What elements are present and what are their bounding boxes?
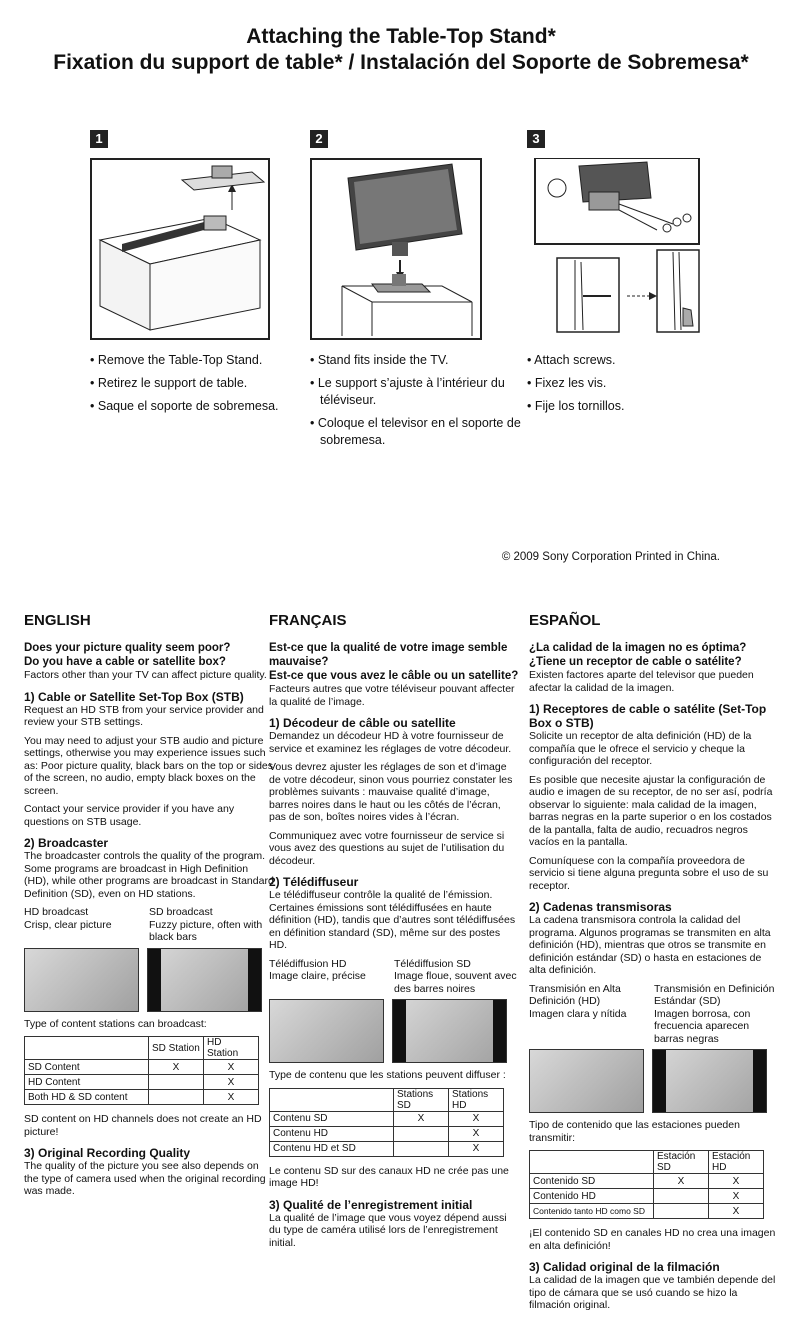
table-row: HD Content X [25, 1075, 259, 1090]
step-1-bullets [90, 352, 310, 421]
hd-label: Télédiffusion HD [269, 957, 347, 970]
column-francais [269, 612, 519, 1255]
step-number: 3 [527, 130, 545, 148]
step-3-bullets [527, 352, 747, 421]
table-row: Contenido tanto HD como SD X [530, 1204, 764, 1219]
paragraph: Le télédiffuseur contrôle la qualité de l’émission. Certaines émissions sont télédiffusées en haute définition (HD), tandis que d’autres sont télédiffusées en définition standard (SD), même sur des postes HD. [269, 889, 516, 951]
bullet: • Attach screws. [527, 352, 747, 369]
sd-sample-image [392, 999, 507, 1063]
question: ¿La calidad de la imagen no es óptima? [529, 642, 747, 654]
photo-comparison [529, 1049, 779, 1113]
question: Est-ce que vous avez le câble ou un satellite? [269, 670, 519, 682]
broadcast-comparison [24, 906, 274, 944]
step-3-illustration [527, 158, 707, 340]
section-heading: FRANÇAIS [269, 612, 347, 629]
sd-sample-image [652, 1049, 767, 1113]
step-1-illustration [90, 158, 270, 340]
paragraph: Solicite un receptor de alta definición (HD) de la compañía que le ofrece el servicio y cheque la configuración del receptor. [529, 730, 752, 767]
sd-label: SD broadcast [149, 906, 213, 918]
subsection-heading: 3) Original Recording Quality [24, 1146, 191, 1160]
screws-icon [527, 158, 707, 340]
paragraph: Request an HD STB from your service provider and review your STB settings. [24, 703, 264, 728]
paragraph: Vous devrez ajuster les réglages de son et d’image de votre décodeur, sinon vous pourriez constater les problèmes suivants : mauvaise qualité d’image, barres noires dans le haut ou les côtés de l’écran, pas de son, boîtes noires vides à l’écran. [269, 761, 513, 823]
hd-sample-image [529, 1049, 644, 1113]
step-3 [527, 130, 747, 413]
column-english [24, 612, 274, 1204]
bullet: • Le support s’ajuste à l’intérieur du téléviseur. [310, 375, 530, 409]
table-row: Contenu HD X [270, 1126, 504, 1141]
section-heading: ENGLISH [24, 612, 91, 629]
question: ¿Tiene un receptor de cable o satélite? [529, 656, 742, 668]
paragraph: Contact your service provider if you have any questions on STB usage. [24, 803, 235, 828]
paragraph: La calidad de la imagen que ve también depende del tipo de cámara que se usó cuando se hizo la filmación original. [529, 1274, 776, 1311]
table-row: Contenu HD et SD X [270, 1141, 504, 1156]
subsection-heading: 1) Cable or Satellite Set-Top Box (STB) [24, 689, 244, 704]
subsection-heading: 2) Télédiffuseur [269, 875, 359, 889]
subsection-heading: 3) Calidad original de la filmación [529, 1260, 720, 1274]
page-subtitle: Fixation du support de table* / Instalación del Soporte de Sobremesa* [53, 51, 749, 74]
table-caption: Type de contenu que les stations peuvent diffuser : [269, 1069, 506, 1081]
paragraph: Comuníquese con la compañía proveedora de servicio si tiene alguna pregunta sobre el uso de su receptor. [529, 854, 769, 892]
table-row: Contenido HD X [530, 1189, 764, 1204]
hd-desc: Imagen clara y nítida [529, 1007, 627, 1020]
question: Est-ce que la qualité de votre image semble mauvaise? [269, 642, 508, 668]
table-caption: Tipo de contenido que las estaciones pueden transmitir: [529, 1119, 740, 1144]
tv-on-stand-icon [312, 160, 480, 338]
broadcast-comparison [529, 983, 779, 1046]
paragraph: Communiquez avec votre fournisseur de service si vous avez des questions au sujet de l’utilisation du décodeur. [269, 829, 505, 867]
copyright: © 2009 Sony Corporation Printed in China. [501, 551, 720, 563]
hd-label: Transmisión en Alta Definición (HD) [529, 982, 621, 1007]
subsection-heading: 2) Cadenas transmisoras [529, 900, 672, 914]
column-espanol [529, 612, 779, 1318]
bullet: • Coloque el televisor en el soporte de sobremesa. [310, 415, 530, 449]
content-table: Stations SD Stations HD Contenu SD X X Contenu HD X Contenu HD et SD X [269, 1088, 504, 1157]
section-heading: ESPAÑOL [529, 612, 601, 629]
sd-label: Télédiffusion SD [394, 957, 471, 970]
hd-label: HD broadcast [24, 906, 89, 918]
paragraph: Le contenu SD sur des canaux HD ne crée pas une image HD! [269, 1164, 509, 1189]
paragraph: Facteurs autres que votre téléviseur pouvant affecter la qualité de l’image. [269, 683, 515, 708]
table-caption: Type of content stations can broadcast: [24, 1017, 207, 1030]
paragraph: Es posible que necesite ajustar la configuración de audio e imagen de su receptor, de no ser así, podría observar lo siguiente: mala calidad de la imagen, barras negras en la parte superior o en los costados de la pantalla, falta de audio, recuadros negros vacíos en la pantalla. [529, 773, 773, 848]
paragraph: ¡El contenido SD en canales HD no crea una imagen en alta definición! [529, 1227, 776, 1252]
table-row: Both HD & SD content X [25, 1090, 259, 1105]
step-number: 2 [310, 130, 328, 148]
paragraph: Factors other than your TV can affect picture quality. [24, 669, 267, 681]
sd-sample-image [147, 948, 262, 1012]
sd-desc: Imagen borrosa, con frecuencia aparecen barras negras [654, 1007, 751, 1045]
photo-comparison [24, 948, 274, 1012]
bullet: • Fije los tornillos. [527, 398, 747, 415]
content-table: SD Station HD Station SD Content X X HD Content X Both HD & SD content X [24, 1036, 259, 1105]
hd-sample-image [24, 948, 139, 1012]
hd-desc: Image claire, précise [269, 970, 366, 982]
step-2 [310, 130, 530, 447]
paragraph: SD content on HD channels does not create an HD picture! [24, 1113, 262, 1138]
paragraph: La qualité de l’image que vous voyez dépend aussi du type de caméra utilisé lors de l’enregistrement initial. [269, 1211, 507, 1249]
table-row: Contenu SD X X [270, 1111, 504, 1126]
question: Does your picture quality seem poor? [24, 642, 231, 654]
bullet: • Fixez les vis. [527, 375, 747, 392]
broadcast-comparison [269, 958, 519, 996]
sd-desc: Fuzzy picture, often with black bars [149, 918, 263, 943]
sd-desc: Image floue, souvent avec des barres noires [394, 970, 517, 995]
photo-comparison [269, 999, 519, 1063]
paragraph: You may need to adjust your STB audio and picture settings, otherwise you may experience issues such as: Poor picture quality, black bars on the top or sides of the screen, no audio, empty black boxes on the screen. [24, 734, 274, 797]
subsection-heading: 2) Broadcaster [24, 836, 109, 850]
box-with-stand-icon [92, 160, 268, 338]
subsection-heading: 1) Décodeur de câble ou satellite [269, 716, 456, 730]
step-2-illustration [310, 158, 482, 340]
paragraph: Demandez un décodeur HD à votre fournisseur de service et examinez les réglages de votre décodeur. [269, 730, 512, 755]
paragraph: La cadena transmisora controla la calidad del programa. Algunos programas se transmiten en alta definición (HD), mientras que otros se transmite en definición estándar (SD) o hasta en estaciones de alta definición. [529, 914, 771, 976]
paragraph: The broadcaster controls the quality of the program. Some programs are broadcast in High Definition (HD), while other programs are broadcast in Standard Definition (SD), even on HD stations. [24, 850, 274, 900]
table-row: SD Content X X [25, 1060, 259, 1075]
content-table: Estación SD Estación HD Contenido SD X X Contenido HD X Contenido tanto HD como SD X [529, 1150, 764, 1219]
paragraph: The quality of the picture you see also depends on the type of camera used when the original recording was made. [24, 1160, 266, 1197]
hd-sample-image [269, 999, 384, 1063]
subsection-heading: 1) Receptores de cable o satélite (Set-Top Box o STB) [529, 702, 767, 730]
hd-desc: Crisp, clear picture [24, 918, 112, 931]
step-number: 1 [90, 130, 108, 148]
bullet: • Saque el soporte de sobremesa. [90, 398, 310, 415]
step-2-bullets [310, 352, 530, 455]
question: Do you have a cable or satellite box? [24, 656, 226, 668]
step-1 [90, 130, 310, 413]
bullet: • Remove the Table-Top Stand. [90, 352, 310, 369]
paragraph: Existen factores aparte del televisor que pueden afectar la calidad de la imagen. [529, 669, 754, 694]
bullet: • Retirez le support de table. [90, 375, 310, 392]
subsection-heading: 3) Qualité de l’enregistrement initial [269, 1197, 473, 1212]
table-row: Contenido SD X X [530, 1174, 764, 1189]
sd-label: Transmisión en Definición Estándar (SD) [654, 982, 775, 1007]
bullet: • Stand fits inside the TV. [310, 352, 530, 369]
page-title: Attaching the Table-Top Stand* [246, 25, 556, 48]
